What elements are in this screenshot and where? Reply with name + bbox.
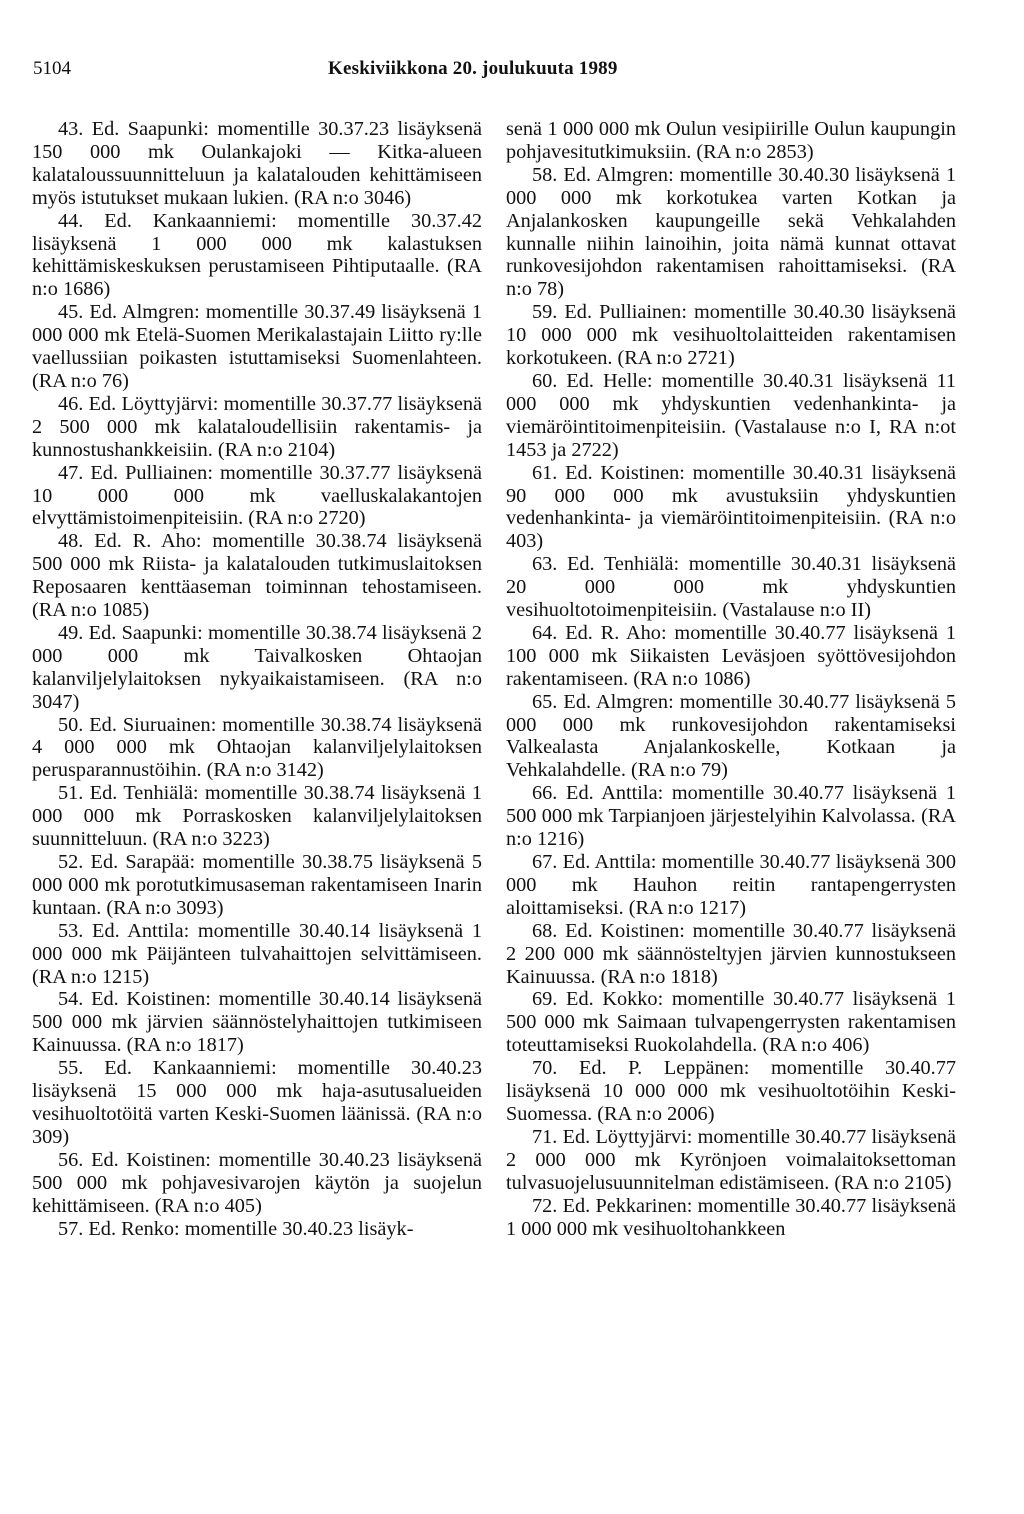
entry-55: 55. Ed. Kankaanniemi: momentille 30.40.23 lisäyksenä 15 000 000 mk haja-asutusalueiden vesihuoltotöitä varten Keski-Suomen läänissä. (RA n:o 309) xyxy=(32,1057,482,1148)
entry-72: 72. Ed. Pekkarinen: momentille 30.40.77 lisäyksenä 1 000 000 mk vesihuoltohankkeen xyxy=(506,1194,956,1240)
entry-70: 70. Ed. P. Leppänen: momentille 30.40.77 lisäyksenä 10 000 000 mk vesihuoltotöihin Keski-Suomessa. (RA n:o 2006) xyxy=(506,1057,956,1125)
entry-61: 61. Ed. Koistinen: momentille 30.40.31 lisäyksenä 90 000 000 mk avustuksiin yhdyskuntien vedenhankinta- ja viemäröintitoimenpiteisiin. (RA n:o 403) xyxy=(506,461,956,553)
entry-57: 57. Ed. Renko: momentille 30.40.23 lisäyk- xyxy=(58,1217,414,1240)
entry-58: 58. Ed. Almgren: momentille 30.40.30 lisäyksenä 1 000 000 mk korkotukea varten Kotkan ja Anjalankosken kaupungeille sekä Vehkalahden kunnalle niihin lainoihin, joita nämä kunnat ottavat runkovesijohdon rakentamisen rahoittamiseksi. (RA n:o 78) xyxy=(506,163,956,301)
entry-67: 67. Ed. Anttila: momentille 30.40.77 lisäyksenä 300 000 mk Hauhon reitin rantapengerrysten aloittamiseksi. (RA n:o 1217) xyxy=(506,851,956,919)
entry-53: 53. Ed. Anttila: momentille 30.40.14 lisäyksenä 1 000 000 mk Päijänteen tulvahaittojen selvittämiseen. (RA n:o 1215) xyxy=(32,919,482,988)
right-column xyxy=(506,118,956,1240)
entry-66: 66. Ed. Anttila: momentille 30.40.77 lisäyksenä 1 500 000 mk Tarpianjoen järjestelyihin Kalvolassa. (RA n:o 1216) xyxy=(506,782,956,851)
page-header xyxy=(33,58,973,88)
entry-47: 47. Ed. Pulliainen: momentille 30.37.77 lisäyksenä 10 000 000 mk vaelluskalakantojen elvyttämistoimenpiteisiin. (RA n:o 2720) xyxy=(32,461,482,530)
entry-45: 45. Ed. Almgren: momentille 30.37.49 lisäyksenä 1 000 000 mk Etelä-Suomen Merikalastajain Liitto ry:lle vaellussiian poikasten istuttamiseksi Suomenlahteen. (RA n:o 76) xyxy=(32,301,482,392)
entry-43: 43. Ed. Saapunki: momentille 30.37.23 lisäyksenä 150 000 mk Oulankajoki — Kitka-alueen kalataloussuunnitteluun ja kalatalouden kehittämiseen myös istutukset mukaan lukien. (RA n:o 3046) xyxy=(32,118,482,209)
page-number: 5104 xyxy=(33,58,71,79)
entry-57-continuation: senä 1 000 000 mk Oulun vesipiirille Oulun kaupungin pohjavesitutkimuksiin. (RA n:o 2853) xyxy=(506,118,956,163)
left-column xyxy=(32,118,482,1240)
entry-51: 51. Ed. Tenhiälä: momentille 30.38.74 lisäyksenä 1 000 000 mk Porraskosken kalanviljelylaitoksen suunnitteluun. (RA n:o 3223) xyxy=(32,782,482,851)
page-date: Keskiviikkona 20. joulukuuta 1989 xyxy=(328,58,618,79)
entry-69: 69. Ed. Kokko: momentille 30.40.77 lisäyksenä 1 500 000 mk Saimaan tulvapengerrysten rakentamisen toteuttamiseksi Ruokolahdella. (RA n:o 406) xyxy=(506,988,956,1057)
entry-65: 65. Ed. Almgren: momentille 30.40.77 lisäyksenä 5 000 000 mk runkovesijohdon rakentamiseksi Valkealasta Anjalankoskelle, Kotkaan ja Vehkalahdelle. (RA n:o 79) xyxy=(506,690,956,782)
entry-54: 54. Ed. Koistinen: momentille 30.40.14 lisäyksenä 500 000 mk järvien säännöstelyhaittojen tutkimiseen Kainuussa. (RA n:o 1817) xyxy=(32,988,482,1057)
entry-46: 46. Ed. Löyttyjärvi: momentille 30.37.77 lisäyksenä 2 500 000 mk kalataloudellisiin rakentamis- ja kunnostushankkeisiin. (RA n:o 2104) xyxy=(32,392,482,461)
entry-49: 49. Ed. Saapunki: momentille 30.38.74 lisäyksenä 2 000 000 mk Taivalkosken Ohtaojan kalanviljelylaitoksen nykyaikaistamiseen. (RA n:o 3047) xyxy=(32,621,482,713)
entry-48: 48. Ed. R. Aho: momentille 30.38.74 lisäyksenä 500 000 mk Riista- ja kalatalouden tutkimuslaitoksen Reposaaren kenttäaseman toiminnan tehostamiseen. (RA n:o 1085) xyxy=(32,530,482,622)
entry-44: 44. Ed. Kankaanniemi: momentille 30.37.42 lisäyksenä 1 000 000 mk kalastuksen kehittämiskeskuksen perustamiseen Pihtiputaalle. (RA n:o 1686) xyxy=(32,209,482,301)
entry-56: 56. Ed. Koistinen: momentille 30.40.23 lisäyksenä 500 000 mk pohjavesivarojen käytön ja suojelun kehittämiseen. (RA n:o 405) xyxy=(32,1148,482,1217)
entry-59: 59. Ed. Pulliainen: momentille 30.40.30 lisäyksenä 10 000 000 mk vesihuoltolaitteiden rakentamisen korkotukeen. (RA n:o 2721) xyxy=(506,301,956,370)
entry-63: 63. Ed. Tenhiälä: momentille 30.40.31 lisäyksenä 20 000 000 mk yhdyskuntien vesihuoltotoimenpiteisiin. (Vastalause n:o II) xyxy=(506,553,956,622)
entry-50: 50. Ed. Siuruainen: momentille 30.38.74 lisäyksenä 4 000 000 mk Ohtaojan kalanviljelylaitoksen perusparannustöihin. (RA n:o 3142) xyxy=(32,713,482,782)
entry-64: 64. Ed. R. Aho: momentille 30.40.77 lisäyksenä 1 100 000 mk Siikaisten Leväsjoen syöttövesijohdon rakentamiseen. (RA n:o 1086) xyxy=(506,621,956,690)
entry-68: 68. Ed. Koistinen: momentille 30.40.77 lisäyksenä 2 200 000 mk säännösteltyjen järvien kunnostukseen Kainuussa. (RA n:o 1818) xyxy=(506,919,956,988)
entry-71: 71. Ed. Löyttyjärvi: momentille 30.40.77 lisäyksenä 2 000 000 mk Kyrönjoen voimalaitoksettoman tulvasuojelusuunnitelman edistämiseen. (RA n:o 2105) xyxy=(506,1125,956,1194)
entry-60: 60. Ed. Helle: momentille 30.40.31 lisäyksenä 11 000 000 mk yhdyskuntien vedenhankinta- ja viemäröintitoimenpiteisiin. (Vastalause n:o I, RA n:ot 1453 ja 2722) xyxy=(506,369,956,461)
entry-52: 52. Ed. Sarapää: momentille 30.38.75 lisäyksenä 5 000 000 mk porotutkimusaseman rakentamiseen Inarin kuntaan. (RA n:o 3093) xyxy=(32,851,482,919)
